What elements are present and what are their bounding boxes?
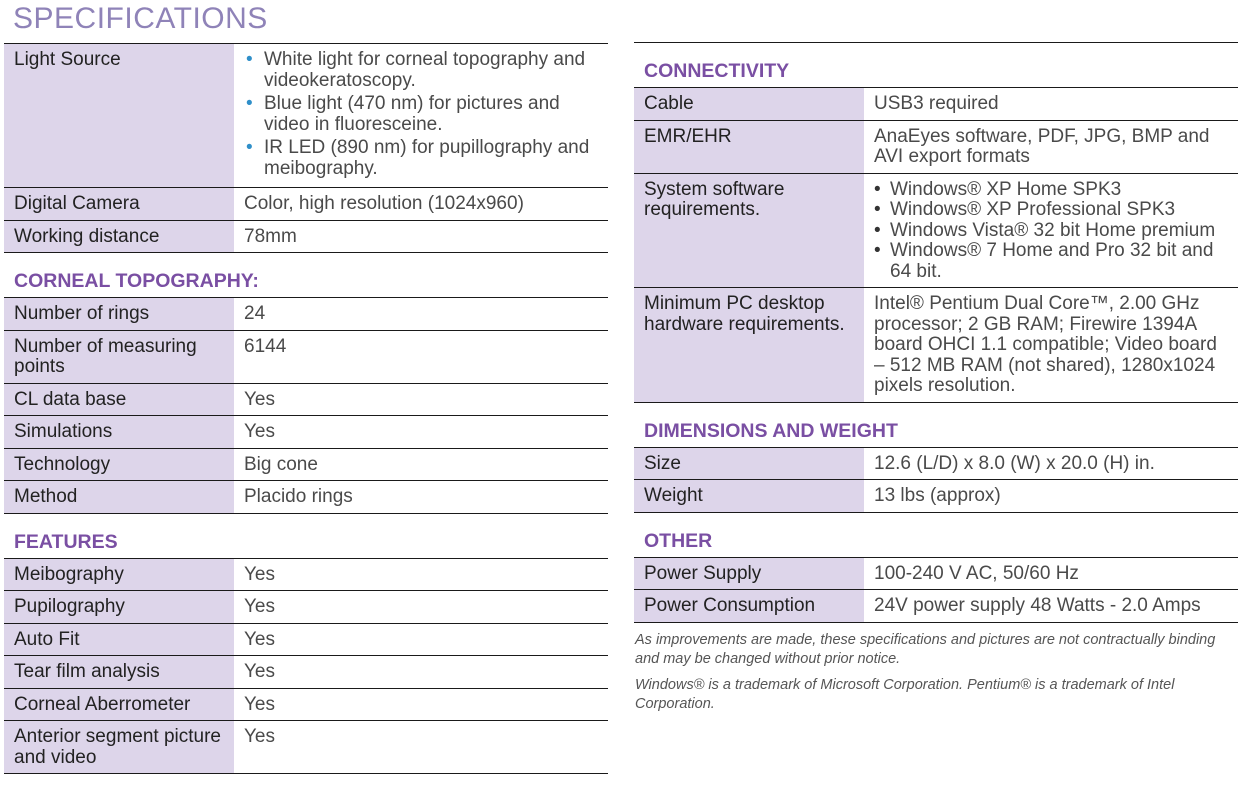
table-row <box>634 448 1238 480</box>
row-value: Color, high resolution (1024x960) <box>234 188 608 221</box>
list-item: • Blue light (470 nm) for pictures and video in fluoresceine. <box>246 93 560 135</box>
row-value: Yes <box>234 688 608 721</box>
row-label: CL data base <box>4 383 234 416</box>
table-row <box>634 120 1238 173</box>
table-row <box>4 220 608 253</box>
table-row <box>4 44 608 188</box>
row-value: Yes <box>234 623 608 656</box>
table-row <box>634 590 1238 623</box>
section-heading-features: FEATURES <box>4 514 608 559</box>
left-column <box>4 43 608 774</box>
bullet-icon: • <box>246 49 253 70</box>
dimensions-table <box>634 448 1238 513</box>
list-item: • IR LED (890 nm) for pupillography and meibography. <box>246 137 590 179</box>
row-label: Digital Camera <box>4 188 234 221</box>
row-label: Simulations <box>4 416 234 449</box>
row-label: Number of rings <box>4 298 234 330</box>
section-heading-other: OTHER <box>634 513 1238 558</box>
row-value: Placido rings <box>234 481 608 514</box>
table-row <box>634 88 1238 120</box>
row-value: Yes <box>234 721 608 774</box>
bullet-icon: • <box>874 178 881 200</box>
row-label: Anterior segment picture and video <box>4 721 234 774</box>
row-label: Tear film analysis <box>4 656 234 689</box>
list-item: • White light for corneal topography and videokeratoscopy. <box>246 49 586 91</box>
bullet-icon: • <box>246 137 253 158</box>
page-title: SPECIFICATIONS <box>13 2 268 35</box>
table-row <box>4 448 608 481</box>
table-row <box>634 558 1238 590</box>
table-row <box>4 330 608 383</box>
row-label: Power Supply <box>634 558 864 590</box>
section-heading-dimensions: DIMENSIONS AND WEIGHT <box>634 403 1238 448</box>
row-value <box>864 173 1238 288</box>
row-label: Working distance <box>4 220 234 253</box>
bullet-icon: • <box>874 240 881 261</box>
row-value: Yes <box>234 656 608 689</box>
list-item: • Windows Vista® 32 bit Home premium <box>874 219 1216 241</box>
bullet-icon: • <box>874 199 881 220</box>
table-row <box>4 481 608 514</box>
bullet-icon: • <box>874 219 881 241</box>
row-label: Auto Fit <box>4 623 234 656</box>
row-label: EMR/EHR <box>634 120 864 173</box>
row-label: Minimum PC desktop hardware requirements. <box>634 288 864 403</box>
corneal-topography-table <box>4 298 608 514</box>
table-row <box>4 688 608 721</box>
row-value: 24V power supply 48 Watts - 2.0 Amps <box>864 590 1238 623</box>
list-item: • Windows® XP Home SPK3 <box>874 178 1122 200</box>
table-row <box>4 559 608 591</box>
row-label: System software requirements. <box>634 173 864 288</box>
section-heading-corneal-topography: CORNEAL TOPOGRAPHY: <box>4 253 608 298</box>
row-value: Big cone <box>234 448 608 481</box>
row-label: Size <box>634 448 864 480</box>
row-value: USB3 required <box>864 88 1238 120</box>
row-value: 6144 <box>234 330 608 383</box>
row-value: Yes <box>234 591 608 624</box>
section-heading-connectivity: CONNECTIVITY <box>634 43 1238 88</box>
row-value: Intel® Pentium Dual Core™, 2.00 GHz processor; 2 GB RAM; Firewire 1394A board OHCI 1.1 compatible; Video board – 512 MB RAM (not shared), 1280x1024 pixels resolution. <box>864 288 1238 403</box>
row-label: Meibography <box>4 559 234 591</box>
table-row <box>4 188 608 221</box>
table-row <box>4 656 608 689</box>
table-row <box>4 623 608 656</box>
row-value: 78mm <box>234 220 608 253</box>
general-specs-table <box>4 43 608 253</box>
row-label: Technology <box>4 448 234 481</box>
connectivity-table <box>634 88 1238 403</box>
row-value: 13 lbs (approx) <box>864 480 1238 513</box>
row-value: Yes <box>234 383 608 416</box>
table-row <box>634 288 1238 403</box>
trademark-note: Windows® is a trademark of Microsoft Corporation. Pentium® is a trademark of Intel Corporation. <box>635 676 1175 712</box>
list-item: • Windows® XP Professional SPK3 <box>874 199 1176 220</box>
row-label: Light Source <box>4 44 234 188</box>
right-column <box>634 42 1238 714</box>
row-label: Number of measuring points <box>4 330 234 383</box>
table-row <box>4 298 608 330</box>
row-value: 12.6 (L/D) x 8.0 (W) x 20.0 (H) in. <box>864 448 1238 480</box>
table-row <box>4 416 608 449</box>
table-row <box>4 591 608 624</box>
row-label: Method <box>4 481 234 514</box>
table-row <box>634 173 1238 288</box>
table-row <box>634 480 1238 513</box>
row-label: Cable <box>634 88 864 120</box>
disclaimer-note: As improvements are made, these specifications and pictures are not contractually binding and may be changed without prior notice. <box>635 631 1216 667</box>
row-value: Yes <box>234 416 608 449</box>
bullet-icon: • <box>246 93 253 114</box>
features-table <box>4 559 608 775</box>
row-value: AnaEyes software, PDF, JPG, BMP and AVI export formats <box>864 120 1238 173</box>
row-value: Yes <box>234 559 608 591</box>
row-label: Pupilography <box>4 591 234 624</box>
row-label: Corneal Aberrometer <box>4 688 234 721</box>
row-value: 24 <box>234 298 608 330</box>
table-row <box>4 383 608 416</box>
row-value <box>234 44 608 188</box>
other-table <box>634 558 1238 623</box>
list-item: • Windows® 7 Home and Pro 32 bit and 64 bit. <box>874 240 1214 282</box>
row-value: 100-240 V AC, 50/60 Hz <box>864 558 1238 590</box>
table-row <box>4 721 608 774</box>
light-source-list <box>244 50 599 179</box>
row-label: Power Consumption <box>634 590 864 623</box>
row-label: Weight <box>634 480 864 513</box>
os-requirements-list <box>874 180 1229 283</box>
